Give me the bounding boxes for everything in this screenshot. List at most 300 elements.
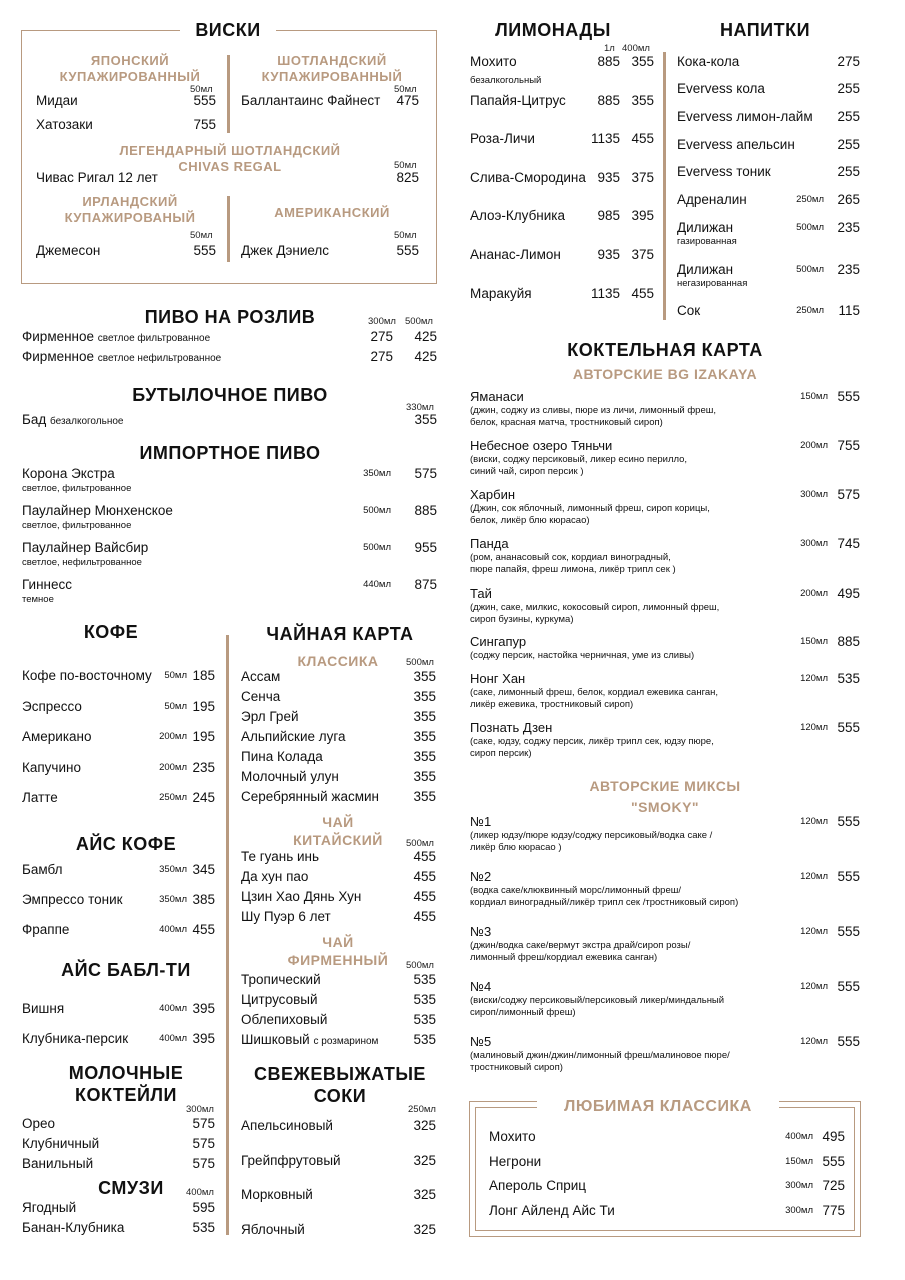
item-name: Клубничный xyxy=(22,1136,100,1151)
item-name: Кока-кола xyxy=(677,54,740,69)
menu-item xyxy=(241,709,436,727)
item-note: с розмарином xyxy=(313,1036,379,1047)
item-name: Американо xyxy=(22,729,92,744)
cocktail-name: Небесное озеро Тяньчи xyxy=(470,438,613,453)
item-price: 245 xyxy=(192,790,215,805)
item-name-text: Тропический xyxy=(241,972,321,987)
menu-item xyxy=(22,540,437,572)
cocktails-signature-title: АВТОРСКИЕ BG IZAKAYA xyxy=(572,366,758,382)
menu-item xyxy=(489,1203,845,1221)
item-price: 875 xyxy=(414,577,437,592)
menu-item: Мидаи 555 xyxy=(36,93,216,108)
item-price: 455 xyxy=(413,889,436,904)
cocktail-name: №2 xyxy=(470,869,492,884)
item-price: 275 xyxy=(837,54,860,69)
item-name: Лонг Айленд Айс Ти xyxy=(489,1202,615,1218)
item-name-text: Цитрусовый xyxy=(241,992,318,1007)
cocktail-size: 120мл xyxy=(800,722,828,733)
cocktail-item xyxy=(470,869,860,909)
menu-item xyxy=(22,1220,215,1238)
item-price-400ml: 355 xyxy=(631,54,654,69)
item-price: 575 xyxy=(414,466,437,481)
legendary-unit: 50мл xyxy=(394,160,417,171)
classics-title: ЛЮБИМАЯ КЛАССИКА xyxy=(537,1097,779,1117)
item-name: Дилижан xyxy=(677,262,734,277)
whisky-title: ВИСКИ xyxy=(180,20,276,41)
menu-item xyxy=(22,668,215,686)
column-divider xyxy=(226,635,229,1235)
item-price: 495 xyxy=(822,1129,845,1144)
menu-item xyxy=(22,1001,215,1019)
description-line: (виски/соджу персиковый/персиковый ликер/миндальный xyxy=(470,995,725,1006)
item-price: 535 xyxy=(413,972,436,987)
item-note: светлое, фильтрованное xyxy=(22,520,132,531)
cocktails-title: КОКТЕЛЬНАЯ КАРТА xyxy=(567,340,763,360)
item-size: 350мл xyxy=(363,468,391,479)
draft-beer-unit1: 300мл xyxy=(368,316,396,327)
cocktail-price: 495 xyxy=(837,586,860,601)
cocktail-name: Познать Дзен xyxy=(470,720,553,735)
cocktail-price: 555 xyxy=(837,389,860,404)
item-name: Сок xyxy=(677,303,701,318)
menu-item xyxy=(241,1118,436,1136)
ice-coffee-title: АЙС КОФЕ xyxy=(75,834,177,854)
smoothies-title: СМУЗИ xyxy=(98,1178,164,1198)
item-price: 325 xyxy=(413,1221,436,1237)
juices-title: СВЕЖЕВЫЖАТЫЕ СОКИ xyxy=(254,1064,426,1106)
menu-item: Джемесон 555 xyxy=(36,243,216,258)
tea-signature-title: ЧАЙ ФИРМЕННЫЙ xyxy=(287,934,389,968)
cocktail-price: 555 xyxy=(837,869,860,884)
item-price: 535 xyxy=(192,1220,215,1235)
irish-title: ИРЛАНДСКИЙ КУПАЖИРОВАНЫЙ xyxy=(64,194,196,225)
menu-item xyxy=(22,1031,215,1049)
item-price: 455 xyxy=(413,869,436,884)
milkshakes-unit: 300мл xyxy=(186,1104,214,1115)
coffee-title: КОФЕ xyxy=(83,622,139,642)
item-price: 355 xyxy=(413,769,436,784)
item-size: 200мл xyxy=(159,761,187,773)
japanese-title: ЯПОНСКИЙ КУПАЖИРОВАННЫЙ xyxy=(59,53,201,84)
menu-item xyxy=(241,1222,436,1240)
tea-classic-unit: 500мл xyxy=(406,657,434,668)
cocktail-price: 555 xyxy=(837,979,860,994)
divider xyxy=(227,55,230,133)
menu-item xyxy=(489,1178,845,1196)
cocktail-item xyxy=(470,1034,860,1074)
cocktail-price: 555 xyxy=(837,1034,860,1049)
item-name: Дилижан xyxy=(677,220,734,235)
item-name: Гиннесс xyxy=(22,577,73,592)
item-price: 955 xyxy=(414,540,437,555)
item-name: Evervess лимон-лайм xyxy=(677,109,813,124)
item-size: 300мл xyxy=(785,1204,813,1216)
description-line: (ликер юдзу/пюре юдзу/соджу персиковый/водка саке / xyxy=(470,830,713,841)
cocktail-item xyxy=(470,389,860,429)
item-price: 775 xyxy=(822,1202,845,1218)
item-name: Те гуань инь xyxy=(241,849,320,864)
menu-item xyxy=(22,699,215,717)
item-name: Адреналин xyxy=(677,192,747,207)
item-price-1l: 935 xyxy=(597,169,620,185)
import-beer-title: ИМПОРТНОЕ ПИВО xyxy=(139,443,321,463)
description-line: (саке, юдзу, соджу персик, ликёр трипл сек, юдзу пюре, xyxy=(470,736,714,747)
cocktail-price: 535 xyxy=(837,671,860,686)
item-size: 440мл xyxy=(363,579,391,590)
item-price: 235 xyxy=(837,262,860,277)
item-price-400ml: 375 xyxy=(631,169,654,185)
cocktail-description xyxy=(470,687,718,710)
item-size: 500мл xyxy=(796,222,824,233)
item-name-text: Облепиховый xyxy=(241,1012,328,1027)
item-name: Роза-Личи xyxy=(470,131,535,147)
menu-item: Чивас Ригал 12 лет 825 xyxy=(36,170,419,185)
menu-item xyxy=(22,892,215,910)
item-price: 395 xyxy=(192,1031,215,1046)
item-name: Папайя-Цитрус xyxy=(470,92,566,108)
draft-beer-title: ПИВО НА РОЗЛИВ xyxy=(144,307,316,327)
item-price: 255 xyxy=(837,164,860,179)
item-price: 395 xyxy=(192,1001,215,1016)
menu-item xyxy=(241,1153,436,1171)
item-name xyxy=(241,1012,327,1027)
cocktail-description xyxy=(470,940,690,963)
item-price: 185 xyxy=(192,668,215,683)
menu-item xyxy=(241,972,436,990)
description-line: сироп/лимонный фреш) xyxy=(470,1006,576,1018)
bubble-tea-title: АЙС БАБЛ-ТИ xyxy=(61,960,191,980)
item-price: 325 xyxy=(413,1187,436,1202)
cocktail-name: Панда xyxy=(470,536,509,551)
item-price: 355 xyxy=(413,689,436,704)
menu-item xyxy=(470,208,654,240)
item-name: Ягодный xyxy=(22,1200,77,1215)
item-size: 500мл xyxy=(796,264,824,275)
item-price: 535 xyxy=(413,1012,436,1027)
item-name: Да хун пао xyxy=(241,869,309,884)
cocktail-size: 120мл xyxy=(800,1036,828,1047)
item-name: Кофе по-восточному xyxy=(22,668,152,683)
description-line: пюре папайя, фреш лимона, ликёр трипл сек ) xyxy=(470,563,676,575)
item-price-1l: 885 xyxy=(597,54,620,69)
cocktail-price: 575 xyxy=(837,487,860,502)
cocktail-item xyxy=(470,586,860,626)
item-name: Капучино xyxy=(22,759,81,775)
item-name: Пина Колада xyxy=(241,749,323,764)
cocktail-price: 555 xyxy=(837,814,860,829)
item-note: газированная xyxy=(677,236,737,247)
cocktail-size: 200мл xyxy=(800,588,828,599)
tea-chinese-title: ЧАЙ КИТАЙСКИЙ xyxy=(293,814,383,848)
item-size: 500мл xyxy=(363,542,391,553)
cocktail-description xyxy=(470,650,694,662)
menu-item xyxy=(22,862,215,880)
menu-item xyxy=(241,889,436,907)
bottled-beer-unit: 330мл xyxy=(406,402,434,413)
menu-item xyxy=(489,1129,845,1147)
menu-item xyxy=(22,577,437,609)
description-line: сироп персик) xyxy=(470,747,532,759)
menu-item xyxy=(241,729,436,747)
cocktail-size: 200мл xyxy=(800,440,828,451)
cocktail-name: №3 xyxy=(470,924,492,939)
item-price-1l: 1135 xyxy=(590,285,620,301)
description-line: (малиновый джин/джин/лимонный фреш/малиновое пюре/ xyxy=(470,1050,730,1061)
bottled-beer-title: БУТЫЛОЧНОЕ ПИВО xyxy=(132,385,328,405)
menu-item xyxy=(241,992,436,1010)
item-name: Ананас-Лимон xyxy=(470,247,561,262)
menu-item xyxy=(241,869,436,887)
item-price: 235 xyxy=(837,220,860,235)
tea-title: ЧАЙНАЯ КАРТА xyxy=(266,624,414,644)
cocktail-description xyxy=(470,503,710,526)
cocktail-name: Тай xyxy=(470,586,492,601)
menu-item xyxy=(470,54,654,86)
item-name: Evervess тоник xyxy=(677,164,771,179)
item-name: Эрл Грей xyxy=(241,709,299,724)
scotch-title: ШОТЛАНДСКИЙ КУПАЖИРОВАННЫЙ xyxy=(261,53,403,84)
cocktail-name: Яманаси xyxy=(470,389,524,404)
drinks-title: НАПИТКИ xyxy=(719,20,811,40)
item-name: Сенча xyxy=(241,689,281,704)
cocktail-description xyxy=(470,405,716,428)
cocktail-item xyxy=(470,720,860,760)
description-line: (Джин, сок яблочный, лимонный фреш, сироп корицы, xyxy=(470,503,710,514)
item-name: Серебрянный жасмин xyxy=(241,789,379,804)
item-price: 455 xyxy=(413,909,436,924)
item-size: 250мл xyxy=(159,792,187,803)
menu-item xyxy=(22,729,215,747)
item-price: 235 xyxy=(192,759,215,775)
item-name: Ванильный xyxy=(22,1156,94,1171)
item-size: 250мл xyxy=(796,305,824,316)
cocktail-item xyxy=(470,536,860,576)
item-price: 355 xyxy=(413,789,436,804)
cocktail-price: 555 xyxy=(837,720,860,735)
cocktail-item xyxy=(470,487,860,527)
item-price: 255 xyxy=(837,81,860,96)
item-price: 255 xyxy=(837,109,860,124)
menu-item xyxy=(241,789,436,807)
item-price: 575 xyxy=(192,1156,215,1171)
item-name: Evervess кола xyxy=(677,81,765,96)
cocktail-item xyxy=(470,924,860,964)
description-line: (джин/водка саке/вермут экстра драй/сироп розы/ xyxy=(470,940,691,951)
item-price: 195 xyxy=(192,729,215,744)
item-price: 535 xyxy=(413,1032,436,1047)
item-name xyxy=(241,992,318,1007)
cocktail-description xyxy=(470,454,687,477)
cocktail-size: 120мл xyxy=(800,673,828,684)
item-price-400ml: 455 xyxy=(631,131,654,147)
legendary-title: ЛЕГЕНДАРНЫЙ ШОТЛАНДСКИЙ CHIVAS REGAL xyxy=(119,143,341,174)
menu-item xyxy=(677,303,860,335)
description-line: белок, ликёр блю кюрасао) xyxy=(470,514,590,526)
item-price: 595 xyxy=(192,1200,215,1215)
divider xyxy=(227,196,230,262)
item-name: Алоэ-Клубника xyxy=(470,208,566,224)
item-name: Банан-Клубника xyxy=(22,1220,125,1235)
menu-item xyxy=(22,1136,215,1154)
item-note: темное xyxy=(22,594,54,605)
item-size: 400мл xyxy=(159,1003,187,1014)
item-size: 500мл xyxy=(363,505,391,516)
item-name: Грейпфрутовый xyxy=(241,1152,341,1168)
cocktail-name: Нонг Хан xyxy=(470,671,526,686)
item-price-400ml: 455 xyxy=(631,285,654,301)
scotch-unit: 50мл xyxy=(394,84,417,95)
item-note: негазированная xyxy=(677,278,748,289)
item-note: светлое, нефильтрованное xyxy=(22,557,142,568)
item-name: Орео xyxy=(22,1116,56,1131)
draft-beer-unit2: 500мл xyxy=(405,316,433,327)
item-price: 195 xyxy=(192,698,215,714)
menu-item xyxy=(241,1187,436,1205)
cocktail-name: Сингапур xyxy=(470,634,527,649)
menu-item xyxy=(241,749,436,767)
cocktail-size: 120мл xyxy=(800,926,828,937)
cocktail-description xyxy=(470,1050,730,1073)
description-line: тростниковый сироп) xyxy=(470,1061,563,1073)
menu-item: Фирменное светлое фильтрованное 275 425 xyxy=(22,329,437,344)
cocktail-description xyxy=(470,736,714,759)
description-line: белок, красная матча, тростниковый сироп) xyxy=(470,416,663,428)
item-size: 150мл xyxy=(785,1155,813,1167)
cocktail-description xyxy=(470,995,724,1018)
item-price: 385 xyxy=(192,892,215,907)
cocktail-description xyxy=(470,602,719,625)
item-price-1l: 885 xyxy=(597,92,620,108)
item-name: Апероль Сприц xyxy=(489,1178,587,1193)
menu-item xyxy=(241,769,436,787)
menu-item xyxy=(470,170,654,202)
cocktail-size: 120мл xyxy=(800,981,828,992)
item-name: Эмпрессо тоник xyxy=(22,892,123,907)
item-name: Фраппе xyxy=(22,922,70,937)
item-name: Слива-Смородина xyxy=(470,169,586,185)
menu-item xyxy=(677,220,860,252)
item-name: Паулайнер Вайсбир xyxy=(22,540,149,555)
item-name: Латте xyxy=(22,790,58,805)
cocktail-size: 120мл xyxy=(800,816,828,827)
description-line: ликёр блю кюрасао ) xyxy=(470,841,562,853)
tea-chinese-unit: 500мл xyxy=(406,838,434,849)
item-name: Молочный улун xyxy=(241,769,339,784)
item-price-400ml: 355 xyxy=(631,92,654,108)
item-price: 355 xyxy=(413,709,436,724)
item-name: Цзин Хао Дянь Хун xyxy=(241,889,362,904)
menu-item xyxy=(677,262,860,294)
cocktail-item xyxy=(470,438,860,478)
menu-item xyxy=(241,689,436,707)
item-name-text: Шишковый xyxy=(241,1032,310,1047)
item-name: Паулайнер Мюнхенское xyxy=(22,503,173,518)
item-price: 265 xyxy=(837,192,860,207)
item-name: Клубника-персик xyxy=(22,1031,129,1046)
cocktail-name: №5 xyxy=(470,1034,492,1049)
menu-item xyxy=(470,286,654,318)
description-line: ликёр ежевика, тростниковый сироп) xyxy=(470,698,634,710)
item-price: 455 xyxy=(413,849,436,864)
menu-item xyxy=(22,503,437,535)
item-size: 400мл xyxy=(159,1033,187,1044)
item-price: 885 xyxy=(414,503,437,518)
description-line: (саке, лимонный фреш, белок, кордиал ежевика санган, xyxy=(470,687,718,698)
menu-item xyxy=(470,247,654,279)
lemonades-unit1: 1л xyxy=(604,43,615,54)
item-name: Маракуйя xyxy=(470,285,532,301)
item-name: Шу Пуэр 6 лет xyxy=(241,909,331,924)
cocktail-name: №1 xyxy=(470,814,492,829)
item-price: 325 xyxy=(413,1152,436,1168)
item-note: безалкогольный xyxy=(470,75,542,86)
irish-unit: 50мл xyxy=(190,230,213,241)
item-price-400ml: 395 xyxy=(631,208,654,224)
description-line: (ром, ананасовый сок, кордиал виноградный, xyxy=(470,552,671,563)
item-price-1l: 985 xyxy=(597,208,620,224)
item-size: 350мл xyxy=(159,894,187,905)
menu-item xyxy=(241,1032,436,1050)
item-name: Корона Экстра xyxy=(22,466,115,481)
cocktail-name: Харбин xyxy=(470,487,516,502)
column-divider xyxy=(663,52,666,320)
item-size: 350мл xyxy=(159,864,187,875)
juices-unit: 250мл xyxy=(408,1104,436,1115)
item-price: 455 xyxy=(192,922,215,937)
menu-item xyxy=(22,1116,215,1134)
item-price: 555 xyxy=(822,1153,845,1169)
item-name: Яблочный xyxy=(241,1221,305,1237)
menu-item xyxy=(22,790,215,808)
american-title: АМЕРИКАНСКИЙ xyxy=(274,205,390,220)
smoothies-unit: 400мл xyxy=(186,1187,214,1198)
item-price: 725 xyxy=(822,1178,845,1193)
cocktail-item xyxy=(470,979,860,1019)
item-price: 255 xyxy=(837,137,860,152)
cocktail-size: 300мл xyxy=(800,489,828,500)
menu-item xyxy=(470,131,654,163)
item-price: 345 xyxy=(192,862,215,877)
menu-item xyxy=(22,466,437,498)
item-note: светлое, фильтрованное xyxy=(22,483,132,494)
menu-item: Фирменное светлое нефильтрованное 275 425 xyxy=(22,349,437,364)
item-size: 200мл xyxy=(159,731,187,742)
item-name: Негрони xyxy=(489,1153,542,1169)
item-size: 50мл xyxy=(164,670,187,681)
menu-item: Джек Дэниелс 555 xyxy=(241,243,419,258)
description-line: (джин, саке, милкис, кокосовый сироп, лимонный фреш, xyxy=(470,602,720,613)
menu-item xyxy=(241,849,436,867)
item-name: Эспрессо xyxy=(22,698,82,714)
description-line: кордиал виноградный/ликёр трипл сек /тростниковый сироп) xyxy=(470,896,739,908)
description-line: сироп бузины, куркума) xyxy=(470,613,574,625)
cocktail-price: 885 xyxy=(837,634,860,649)
menu-item xyxy=(22,1200,215,1218)
lemonades-title: ЛИМОНАДЫ xyxy=(495,20,611,40)
tea-signature-unit: 500мл xyxy=(406,960,434,971)
milkshakes-title: МОЛОЧНЫЕ КОКТЕЙЛИ xyxy=(68,1063,184,1105)
menu-item xyxy=(241,669,436,687)
cocktail-price: 745 xyxy=(837,536,860,551)
item-price: 575 xyxy=(192,1136,215,1151)
description-line: (виски, соджу персиковый, ликер есино перилло, xyxy=(470,454,688,465)
item-name xyxy=(241,1032,378,1047)
item-price-400ml: 375 xyxy=(631,247,654,262)
item-price: 355 xyxy=(413,729,436,744)
item-name: Морковный xyxy=(241,1187,313,1202)
item-price: 355 xyxy=(413,749,436,764)
item-price: 575 xyxy=(192,1116,215,1131)
